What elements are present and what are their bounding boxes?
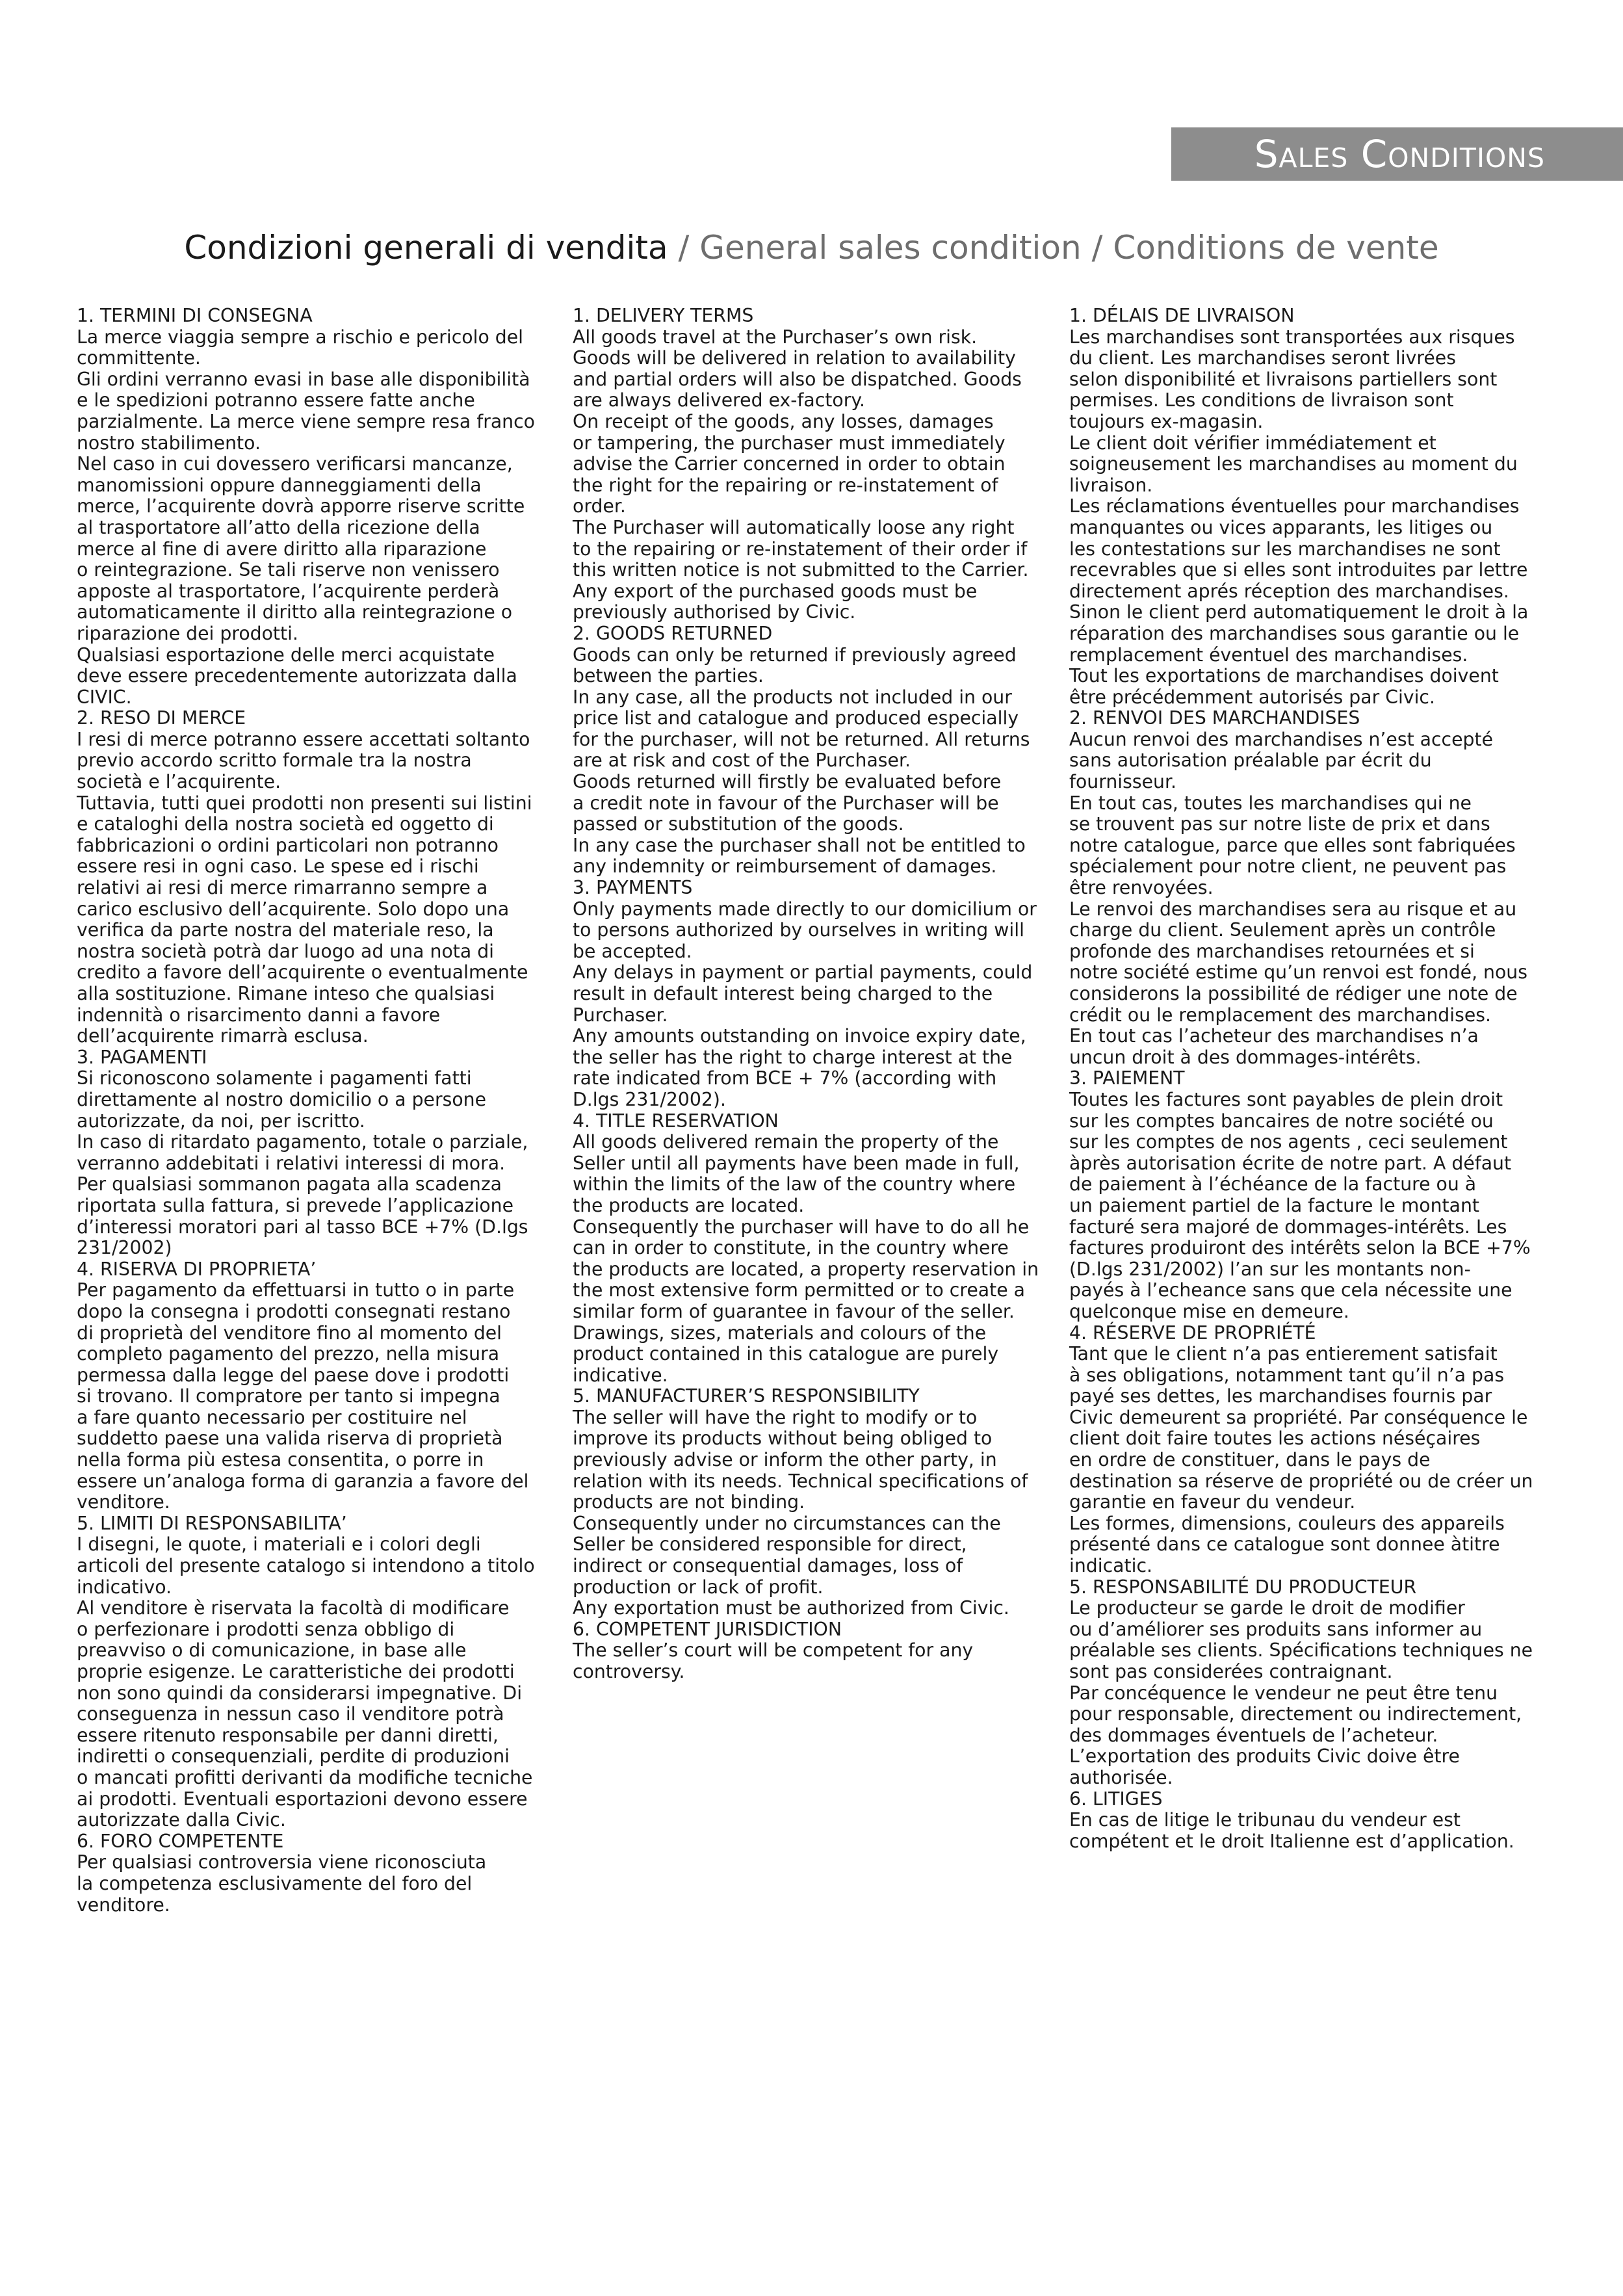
column-english (573, 306, 1060, 1683)
condition-section (1069, 1068, 1563, 1322)
section-paragraph: Any amounts outstanding on invoice expiry date, the seller has the right to charge interest at the rate indicated from BCE + 7% (according with D.lgs 231/2002). (573, 1025, 1026, 1110)
condition-section (1069, 1789, 1563, 1853)
section-paragraph: Goods will be delivered in relation to availability and partial orders will also be dispatched. Goods are always delivered ex-factory. (573, 347, 1022, 411)
section-banner (1171, 127, 1623, 181)
section-paragraph: In caso di ritardato pagamento, totale o parziale, verranno addebitati i relativi interessi di mora. (77, 1131, 528, 1174)
condition-section (77, 1831, 551, 1916)
section-heading: 4. TITLE RESERVATION (573, 1110, 779, 1132)
section-paragraph: Per pagamento da effettuarsi in tutto o in parte dopo la consegna i prodotti consegnati restano di proprietà del venditore fino al momento del completo pagamento del prezzo, nella misura permessa dalla legge del paese dove i prodotti si trovano. Il compratore per tanto si impegna a fare quanto necessario per costituire nel suddetto paese una valida riserva di proprietà nella forma più estesa consentita, o porre in essere un’analoga forma di garanzia a favore del venditore. (77, 1279, 529, 1513)
condition-section (573, 1619, 1060, 1683)
title-separator-2: / (1081, 229, 1113, 267)
section-paragraph: Gli ordini verranno evasi in base alle disponibilità e le spedizioni potranno essere fatte anche parzialmente. La merce viene sempre resa franco nostro stabilimento. (77, 368, 535, 454)
section-paragraph: In any case the purchaser shall not be entitled to any indemnity or reimbursement of damages. (573, 834, 1026, 878)
condition-section (1069, 708, 1563, 1068)
section-paragraph: Any export of the purchased goods must be previously authorised by Civic. (573, 580, 978, 623)
section-paragraph: En tout cas, toutes les marchandises qui ne se trouvent pas sur notre liste de prix et dans notre catalogue, parce que elles sont fabriquées spécialement pour notre client, ne peuvent pas être renvoyées. (1069, 792, 1516, 899)
section-paragraph: Consequently the purchaser will have to do all he can in order to constitute, in the country where the products are located, a property reservation in the most extensive form permitted or to create a similar form of guarantee in favour of the seller. (573, 1216, 1039, 1322)
section-paragraph: Les réclamations éventuelles pour marchandises manquantes ou vices apparants, les litiges ou les contestations sur les marchandises ne sont recevrables que si elles sont introduites par lettre directement aprés réception des marchandises. Sinon le client perd automatiquement le droit à la réparation des marchandises sous garantie ou le remplacement éventuel des marchandises. (1069, 495, 1529, 666)
section-heading: 6. FORO COMPETENTE (77, 1830, 284, 1852)
section-paragraph: All goods travel at the Purchaser’s own risk. (573, 326, 978, 348)
section-paragraph: L’exportation des produits Civic doive être authorisée. (1069, 1745, 1460, 1788)
section-paragraph: Any delays in payment or partial payments, could result in default interest being charged to the Purchaser. (573, 961, 1033, 1026)
section-paragraph: Aucun renvoi des marchandises n’est accepté sans autorisation préalable par écrit du fournisseur. (1069, 728, 1493, 793)
section-heading: 5. MANUFACTURER’S RESPONSIBILITY (573, 1385, 920, 1407)
section-paragraph: Toutes les factures sont payables de plein droit sur les comptes bancaires de notre société ou sur les comptes de nos agents , ceci seulement àprès autorisation écrite de notre part. A défaut de paiement à l’échéance de la facture ou à un paiement partiel de la facture le montant facturé sera majoré de dommages-intérêts. Les factures produiront des intérêts selon la BCE +7% (D.lgs 231/2002) l’an sur les montants non- payés à l’echeance sans que cela nécessite une quelconque mise en demeure. (1069, 1088, 1531, 1322)
section-paragraph: Si riconoscono solamente i pagamenti fatti direttamente al nostro domicilio o a persone autorizzate, da noi, per iscritto. (77, 1067, 486, 1132)
section-paragraph: All goods delivered remain the property of the Seller until all payments have been made in full, within the limits of the law of the country where the products are located. (573, 1131, 1020, 1216)
banner-title: Sales Conditions (1254, 132, 1545, 176)
condition-section (573, 1386, 1060, 1619)
section-paragraph: Consequently under no circumstances can the Seller be considered responsible for direct, indirect or consequential damages, loss of production or lack of profit. (573, 1512, 1001, 1598)
column-french (1069, 306, 1563, 1852)
section-paragraph: Only payments made directly to our domicilium or to persons authorized by ourselves in writing will be accepted. (573, 898, 1037, 962)
condition-section (77, 708, 551, 1047)
section-paragraph: I disegni, le quote, i materiali e i colori degli articoli del presente catalogo si intendono a titolo indicativo. (77, 1533, 535, 1598)
title-italian: Condizioni generali di vendita (184, 229, 668, 267)
section-heading: 3. PAGAMENTI (77, 1046, 207, 1068)
section-paragraph: En cas de litige le tribunau du vendeur est compétent et le droit Italienne est d’application. (1069, 1809, 1514, 1852)
section-paragraph: Qualsiasi esportazione delle merci acquistate deve essere precedentemente autorizzata dalla CIVIC. (77, 644, 517, 708)
column-italian (77, 306, 551, 1916)
title-french: Conditions de vente (1113, 229, 1439, 267)
section-paragraph: Al venditore è riservata la facoltà di modificare o perfezionare i prodotti senza obbligo di preavviso o di comunicazione, in base alle proprie esigenze. Le caratteristiche dei prodotti non sono quindi da considerarsi impegnative. Di conseguenza in nessun caso il venditore potrà essere ritenuto responsabile per danni diretti, indiretti o consequenziali, perdite di produzioni o mancati profitti derivanti da modifiche tecniche ai prodotti. Eventuali esportazioni devono essere autorizzate dalla Civic. (77, 1597, 533, 1831)
section-heading: 3. PAYMENTS (573, 877, 693, 899)
section-paragraph: Tant que le client n’a pas entierement satisfait à ses obligations, notamment tant qu’il n’a pas payé ses dettes, les marchandises fournis par Civic demeurent sa propriété. Par conséquence le client doit faire toutes les actions néséçaires en ordre de constituer, dans le pays de destination sa réserve de propriété ou de créer un garantie en faveur du vendeur. (1069, 1343, 1533, 1513)
section-paragraph: Le renvoi des marchandises sera au risque et au charge du client. Seulement après un contrôle profonde des marchandises retournées et si notre société estime qu’un renvoi est fondé, nous considerons la possibilité de rédiger une note de crédit ou le remplacement des marchandises. (1069, 898, 1527, 1026)
condition-section (573, 306, 1060, 623)
section-paragraph: The seller’s court will be competent for any controversy. (573, 1639, 974, 1682)
section-heading: 4. RÉSERVE DE PROPRIÉTÉ (1069, 1322, 1316, 1344)
condition-section (1069, 306, 1563, 708)
section-paragraph: On receipt of the goods, any losses, damages or tampering, the purchaser must immediately advise the Carrier concerned in order to obtain the right for the repairing or re-instatement of order. (573, 410, 1006, 517)
section-paragraph: Par concéquence le vendeur ne peut être tenu pour responsable, directement ou indirectement, des dommages éventuels de l’acheteur. (1069, 1682, 1522, 1746)
section-heading: 2. RENVOI DES MARCHANDISES (1069, 707, 1360, 729)
section-paragraph: Nel caso in cui dovessero verificarsi mancanze, manomissioni oppure danneggiamenti della merce, l’acquirente dovrà apporre riserve scritte al trasportatore all’atto della ricezione della merce al fine di avere diritto alla riparazione o reintegrazione. Se tali riserve non venissero apposte al trasportatore, l’acquirente perderà automaticamente il diritto alla reintegrazione o riparazione dei prodotti. (77, 453, 525, 644)
title-separator-1: / (668, 229, 700, 267)
condition-section (77, 1259, 551, 1513)
title-english: General sales condition (699, 229, 1082, 267)
section-paragraph: Per qualsiasi sommanon pagata alla scadenza riportata sulla fattura, si prevede l’applicazione d’interessi moratori pari al tasso BCE +7% (D.lgs 231/2002) (77, 1173, 528, 1259)
section-heading: 2. RESO DI MERCE (77, 707, 246, 729)
section-heading: 3. PAIEMENT (1069, 1067, 1185, 1089)
condition-section (1069, 1323, 1563, 1577)
section-heading: 1. TERMINI DI CONSEGNA (77, 305, 313, 326)
section-paragraph: Any exportation must be authorized from Civic. (573, 1597, 1009, 1619)
section-heading: 2. GOODS RETURNED (573, 622, 773, 644)
section-heading: 1. DELIVERY TERMS (573, 305, 754, 326)
section-paragraph: En tout cas l’acheteur des marchandises n’a uncun droit à des dommages-intérêts. (1069, 1025, 1479, 1068)
section-paragraph: Le client doit vérifier immédiatement et soigneusement les marchandises au moment du livraison. (1069, 432, 1518, 496)
section-paragraph: Le producteur se garde le droit de modifier ou d’améliorer ses produits sans informer au préalable ses clients. Spécifications techniques ne sont pas considerées contraignant. (1069, 1597, 1533, 1682)
section-paragraph: Drawings, sizes, materials and colours of the product contained in this catalogue are purely indicative. (573, 1322, 999, 1386)
section-paragraph: Goods can only be returned if previously agreed between the parties. (573, 644, 1017, 687)
section-heading: 5. LIMITI DI RESPONSABILITA’ (77, 1512, 347, 1534)
section-paragraph: The Purchaser will automatically loose any right to the repairing or re-instatement of their order if this written notice is not submitted to the Carrier. (573, 516, 1029, 581)
section-heading: 1. DÉLAIS DE LIVRAISON (1069, 305, 1295, 326)
section-heading: 6. COMPETENT JURISDICTION (573, 1618, 842, 1640)
section-paragraph: La merce viaggia sempre a rischio e pericolo del committente. (77, 326, 523, 369)
section-heading: 4. RISERVA DI PROPRIETA’ (77, 1258, 317, 1280)
section-paragraph: Tout les exportations de marchandises doivent être précédemment autorisés par Civic. (1069, 665, 1499, 708)
section-paragraph: The seller will have the right to modify or to improve its products without being obliged to previously advise or inform the other party, in relation with its needs. Technical specifications of products are not binding. (573, 1406, 1028, 1513)
section-paragraph: Les marchandises sont transportées aux risques du client. Les marchandises seront livrées selon disponibilité et livraisons partiellers sont permises. Les conditions de livraison sont toujours ex-magasin. (1069, 326, 1515, 432)
condition-section (573, 1111, 1060, 1387)
section-paragraph: Per qualsiasi controversia viene riconosciuta la competenza esclusivamente del foro del venditore. (77, 1851, 487, 1916)
section-paragraph: Goods returned will firstly be evaluated before a credit note in favour of the Purchaser will be passed or substitution of the goods. (573, 771, 1002, 835)
condition-section (573, 878, 1060, 1111)
section-paragraph: Les formes, dimensions, couleurs des appareils présenté dans ce catalogue sont donnee àtitre indicatic. (1069, 1512, 1505, 1577)
section-heading: 5. RESPONSABILITÉ DU PRODUCTEUR (1069, 1576, 1417, 1598)
section-paragraph: Tuttavia, tutti quei prodotti non presenti sui listini e cataloghi della nostra società ed oggetto di fabbricazioni o ordini particolari non potranno essere resi in ogni caso. Le spese ed i rischi relativi ai resi di merce rimarranno sempre a carico esclusivo dell’acquirente. Solo dopo una verifica da parte nostra del materiale reso, la nostra società potrà dar luogo ad una nota di credito a favore dell’acquirente o eventualmente alla sostituzione. Rimane inteso che qualsiasi indennità o risarcimento danni a favore dell’acquirente rimarrà esclusa. (77, 792, 532, 1047)
section-heading: 6. LITIGES (1069, 1788, 1163, 1810)
page-title (0, 229, 1623, 267)
section-paragraph: I resi di merce potranno essere accettati soltanto previo accordo scritto formale tra la nostra società e l’acquirente. (77, 728, 530, 793)
condition-section (77, 1513, 551, 1831)
condition-section (573, 623, 1060, 878)
condition-section (1069, 1577, 1563, 1789)
section-paragraph: In any case, all the products not included in our price list and catalogue and produced especially for the purchaser, will not be returned. All returns are at risk and cost of the Purchaser. (573, 686, 1030, 772)
condition-section (77, 306, 551, 708)
condition-section (77, 1047, 551, 1259)
